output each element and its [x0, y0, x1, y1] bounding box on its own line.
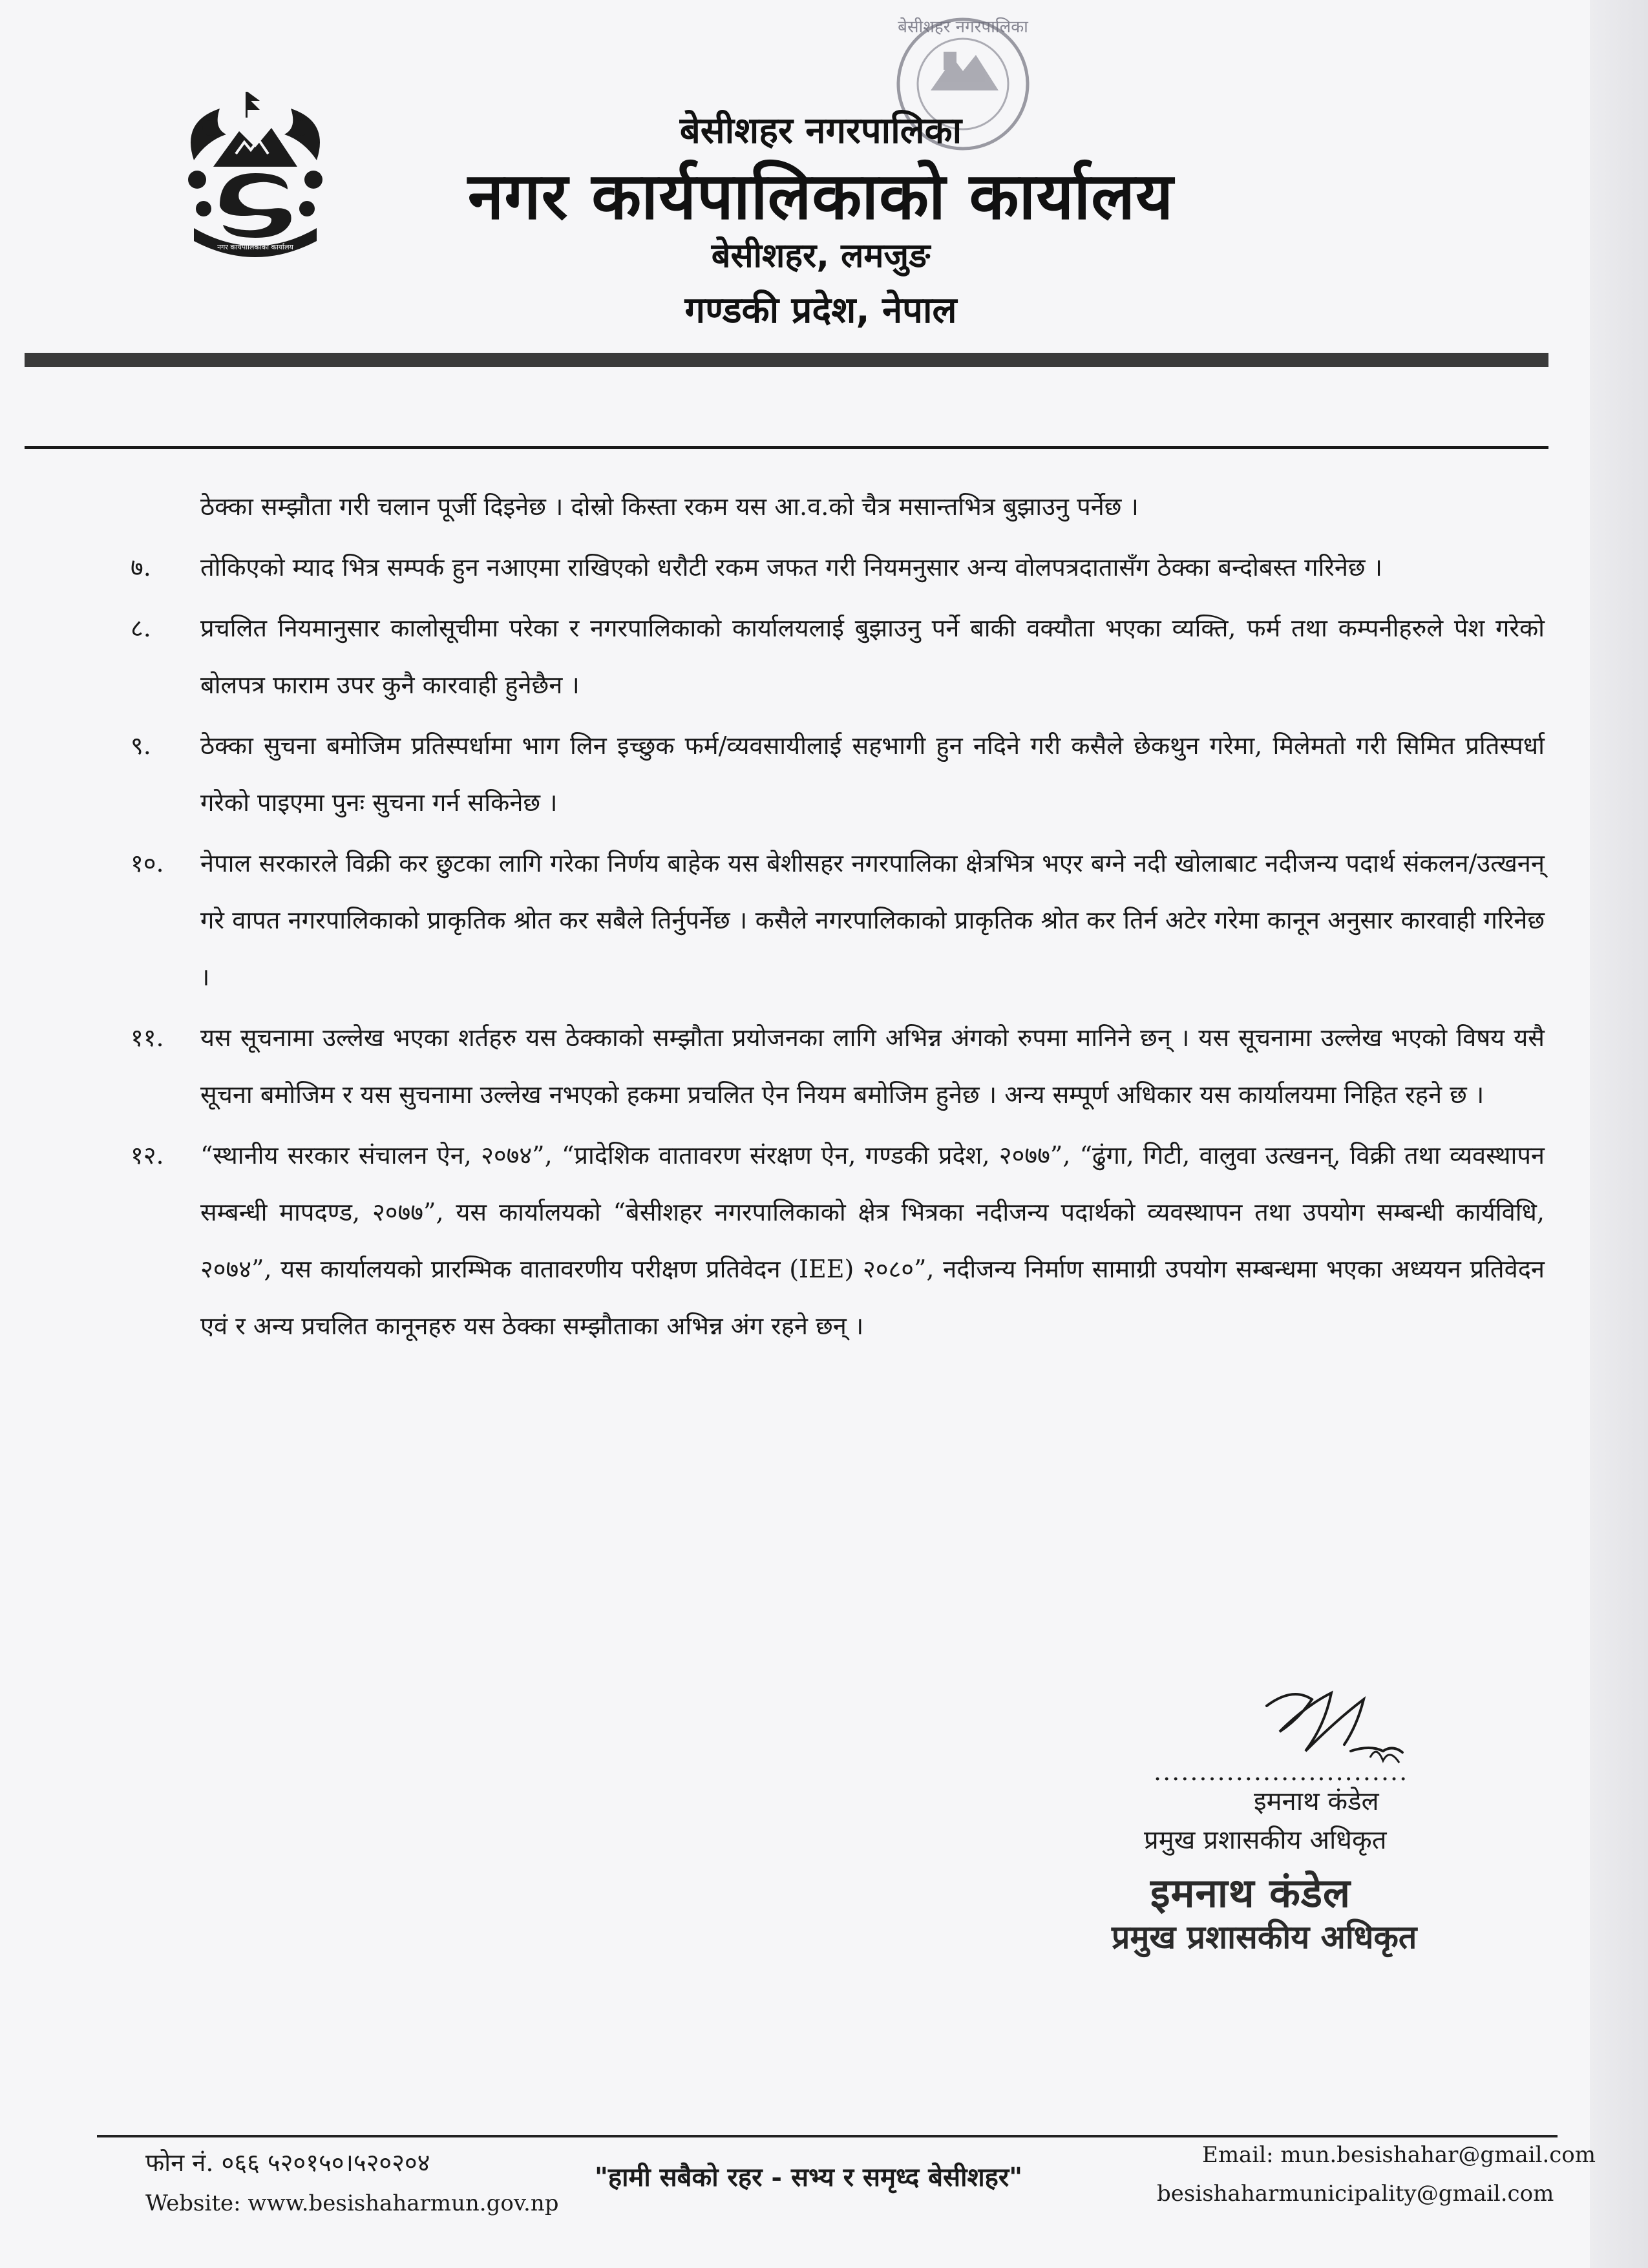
notice-body	[131, 478, 1545, 1354]
footer-website: Website: www.besishaharmun.gov.np	[145, 2190, 559, 2216]
name-stamp: इमनाथ कंडेल	[1150, 1869, 1351, 1916]
signature-block	[1099, 1680, 1499, 1956]
footer-phone: फोन नं. ०६६ ५२०१५०।५२०२०४	[145, 2148, 430, 2177]
municipality-name: बेसीशहर नगरपालिका	[679, 110, 962, 152]
list-item-8	[131, 600, 1545, 713]
signature-line: ............................	[1154, 1758, 1409, 1786]
list-item-9	[131, 717, 1545, 831]
list-item-text: प्रचलित नियमानुसार कालोसूचीमा परेका र नगरपालिकाको कार्यालयलाई बुझाउनु पर्ने बाकी वक्यौता भएका व्यक्ति, फर्म तथा कम्पनीहरुले पेश गरेको बोलपत्र फाराम उपर कुनै कारवाही हुनेछैन ।	[200, 614, 1545, 699]
list-item-number: ८.	[131, 614, 151, 642]
footer-slogan: "हामी सबैको रहर - सभ्य र समृध्द बेसीशहर"	[595, 2162, 1023, 2192]
seal-text: बेसीशहर नगरपालिका	[898, 17, 1028, 37]
footer-rule	[97, 2135, 1558, 2137]
province-country: गण्डकी प्रदेश, नेपाल	[684, 289, 957, 331]
list-item-12	[131, 1127, 1545, 1354]
header-rule-thin	[25, 446, 1548, 449]
list-item-text: यस सूचनामा उल्लेख भएका शर्तहरु यस ठेक्काको सम्झौता प्रयोजनका लागि अभिन्न अंगको रुपमा मानिने छन् । यस सूचनामा उल्लेख भएको विषय यसै सूचना बमोजिम र यस सुचनामा उल्लेख नभएको हकमा प्रचलित ऐन नियम बमोजिम हुनेछ । अन्य सम्पूर्ण अधिकार यस कार्यालयमा निहित रहने छ ।	[200, 1024, 1545, 1109]
signatory-name: इमनाथ कंडेल	[1254, 1787, 1379, 1816]
list-item-number: १०.	[131, 849, 164, 877]
footer-email-primary: Email: mun.besishahar@gmail.com	[1202, 2142, 1596, 2168]
emblem-ribbon-text: नगर कार्यपालिकाको कार्यालय	[217, 243, 293, 251]
nepal-emblem-logo	[174, 83, 336, 257]
list-item-10	[131, 835, 1545, 1005]
header-rule-thick	[25, 353, 1548, 367]
office-title: नगर कार्यपालिकाको कार्यालय	[467, 158, 1174, 234]
list-item-7	[131, 539, 1545, 596]
list-item-text: नेपाल सरकारले विक्री कर छुटका लागि गरेका निर्णय बाहेक यस बेशीसहर नगरपालिका क्षेत्रभित्र भएर बग्ने नदी खोलाबाट नदीजन्य पदार्थ संकलन/उत्खनन् गरे वापत नगरपालिकाको प्राकृतिक श्रोत कर सबैले तिर्नुपर्नेछ । कसैले नगरपालिकाको प्राकृतिक श्रोत कर तिर्न अटेर गरेमा कानून अनुसार कारवाही गरिनेछ ।	[200, 849, 1545, 991]
signatory-title: प्रमुख प्रशासकीय अधिकृत	[1144, 1825, 1387, 1855]
intro-paragraph: ठेक्का सम्झौता गरी चलान पूर्जी दिइनेछ । दोस्रो किस्ता रकम यस आ.व.को चैत्र मसान्तभित्र बुझाउनु पर्नेछ ।	[200, 492, 1139, 521]
list-item-number: ७.	[131, 553, 151, 582]
list-item-number: १२.	[131, 1141, 164, 1170]
list-item-text: ठेक्का सुचना बमोजिम प्रतिस्पर्धामा भाग लिन इच्छुक फर्म/व्यवसायीलाई सहभागी हुन नदिने गरी कसैले छेकथुन गरेमा, मिलेमतो गरी सिमित प्रतिस्पर्धा गरेको पाइएमा पुनः सुचना गर्न सकिनेछ ।	[200, 731, 1545, 817]
list-item-text: “स्थानीय सरकार संचालन ऐन, २०७४”, “प्रादेशिक वातावरण संरक्षण ऐन, गण्डकी प्रदेश, २०७७”, “ढुंगा, गिटी, वालुवा उत्खनन्, विक्री तथा व्यवस्थापन सम्बन्धी मापदण्ड, २०७७”, यस कार्यालयको “बेसीशहर नगरपालिकाको क्षेत्र भित्रका नदीजन्य पदार्थको व्यवस्थापन तथा उपयोग सम्बन्धी कार्यविधि, २०७४”, यस कार्यालयको प्रारम्भिक वातावरणीय परीक्षण प्रतिवेदन (IEE) २०८०”, नदीजन्य निर्माण सामाग्री उपयोग सम्बन्धमा भएका अध्ययन प्रतिवेदन एवं र अन्य प्रचलित कानूनहरु यस ठेक्का सम्झौताका अभिन्न अंग रहने छन् ।	[200, 1141, 1545, 1340]
list-item-text: तोकिएको म्याद भित्र सम्पर्क हुन नआएमा राखिएको धरौटी रकम जफत गरी नियमनुसार अन्य वोलपत्रदातासँग ठेक्का बन्दोबस्त गरिनेछ ।	[200, 553, 1383, 582]
paper-fold-shadow	[1590, 0, 1648, 2268]
list-item-number: ११.	[131, 1024, 164, 1052]
footer-email-secondary: besishaharmunicipality@gmail.com	[1157, 2181, 1554, 2207]
list-item-11	[131, 1009, 1545, 1123]
title-stamp: प्रमुख प्रशासकीय अधिकृत	[1112, 1918, 1417, 1956]
list-item-number: ९.	[131, 731, 151, 760]
office-location: बेसीशहर, लमजुङ	[711, 236, 931, 275]
